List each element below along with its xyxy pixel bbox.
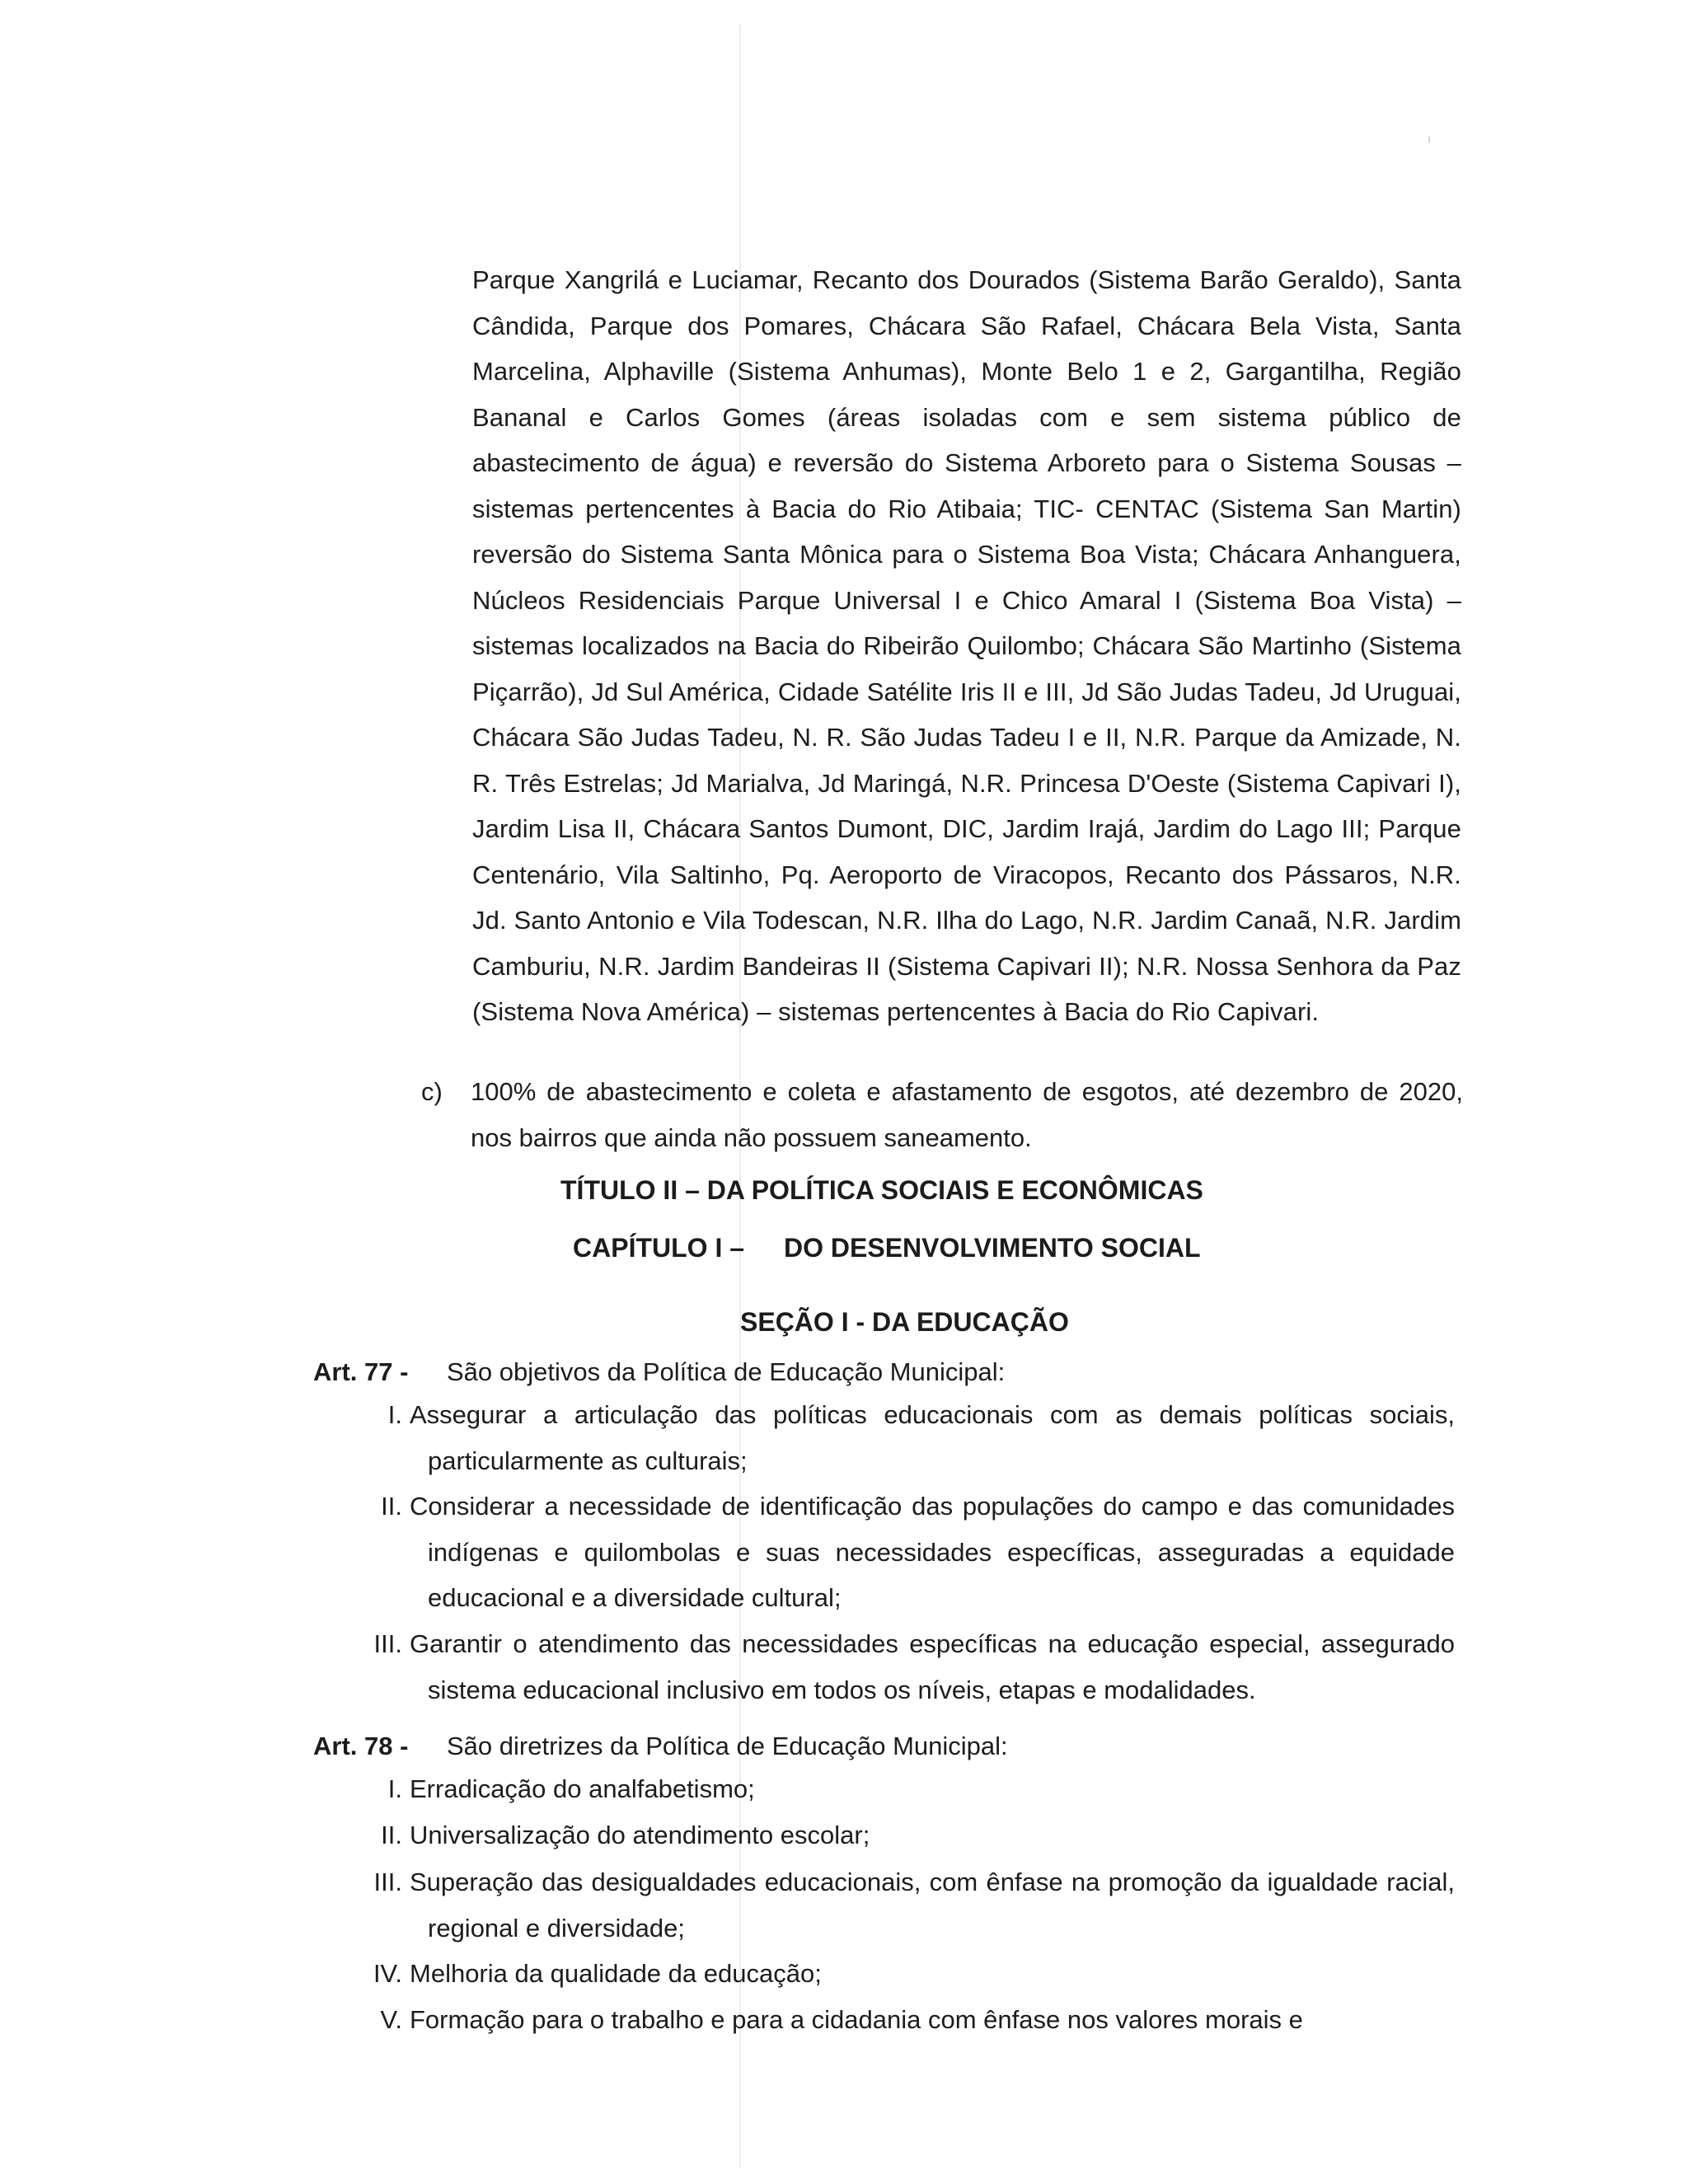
art-77-item-text: Assegurar a articulação das políticas educacionais com as demais políticas sociais, particularmente as culturais; bbox=[410, 1400, 1455, 1475]
capitulo-label: CAPÍTULO I – bbox=[573, 1233, 745, 1263]
capitulo-title: DO DESENVOLVIMENTO SOCIAL bbox=[784, 1233, 1201, 1263]
item-c-marker: c) bbox=[421, 1077, 443, 1106]
titulo-heading: TÍTULO II – DA POLÍTICA SOCIAIS E ECONÔMICAS bbox=[560, 1175, 1203, 1205]
art-78-item-text: Superação das desigualdades educacionais, com ênfase na promoção da igualdade racial, regional e diversidade; bbox=[410, 1868, 1455, 1943]
art-78-item-text: Universalização do atendimento escolar; bbox=[410, 1821, 870, 1849]
art-78-item-num: II. bbox=[381, 1821, 402, 1849]
secao-heading: SEÇÃO I - DA EDUCAÇÃO bbox=[740, 1307, 1069, 1337]
art-77-label: Art. 77 - bbox=[313, 1357, 409, 1386]
art-77-item-text: Garantir o atendimento das necessidades específicas na educação especial, assegurado sistema educacional inclusivo em todos os níveis, etapas e modalidades. bbox=[410, 1629, 1455, 1704]
art-78-label: Art. 78 - bbox=[313, 1732, 409, 1760]
art-77-item-num: III. bbox=[373, 1629, 402, 1658]
art-78-item-text: Formação para o trabalho e para a cidadania com ênfase nos valores morais e bbox=[410, 2005, 1303, 2034]
item-c-text: 100% de abastecimento e coleta e afastamento de esgotos, até dezembro de 2020, nos bairros que ainda não possuem saneamento. bbox=[471, 1077, 1463, 1152]
art-78-item-text: Erradicação do analfabetismo; bbox=[410, 1774, 755, 1803]
art-77-item-num: II. bbox=[381, 1492, 402, 1521]
art-78-item-num: IV. bbox=[373, 1959, 402, 1988]
art-78-item-num: III. bbox=[373, 1868, 402, 1896]
art-77-item-num: I. bbox=[387, 1400, 402, 1429]
continuation-paragraph: Parque Xangrilá e Luciamar, Recanto dos Dourados (Sistema Barão Geraldo), Santa Cândida, Parque dos Pomares, Chácara São Rafael, Chácara Bela Vista, Santa Marcelina, Alphaville (Sistema Anhumas), Monte Belo 1 e 2, Gargantilha, Região Bananal e Carlos Gomes (áreas isoladas com e sem sistema público de abastecimento de água) e reversão do Sistema Arboreto para o Sistema Sousas – sistemas pertencentes à Bacia do Rio Atibaia; TIC- CENTAC (Sistema San Martin) reversão do Sistema Santa Mônica para o Sistema Boa Vista; Chácara Anhanguera, Núcleos Residenciais Parque Universal I e Chico Amaral I (Sistema Boa Vista) – sistemas localizados na Bacia do Ribeirão Quilombo; Chácara São Martinho (Sistema Piçarrão), Jd Sul América, Cidade Satélite Iris II e III, Jd São Judas Tadeu, Jd Uruguai, Chácara São Judas Tadeu, N. R. São Judas Tadeu I e II, N.R. Parque da Amizade, N. R. Três Estrelas; Jd Marialva, Jd Maringá, N.R. Princesa D'Oeste (Sistema Capivari I), Jardim Lisa II, Chácara Santos Dumont, DIC, Jardim Irajá, Jardim do Lago III; Parque Centenário, Vila Saltinho, Pq. Aeroporto de Viracopos, Recanto dos Pássaros, N.R. Jd. Santo Antonio e Vila Todescan, N.R. Ilha do Lago, N.R. Jardim Canaã, N.R. Jardim Camburiu, N.R. Jardim Bandeiras II (Sistema Capivari II); N.R. Nossa Senhora da Paz (Sistema Nova América) – sistemas pertencentes à Bacia do Rio Capivari. bbox=[472, 265, 1461, 1026]
art-78-item-text: Melhoria da qualidade da educação; bbox=[410, 1959, 822, 1988]
art-78-item-num: I. bbox=[387, 1774, 402, 1803]
scan-speck bbox=[1428, 136, 1430, 143]
art-78-intro: São diretrizes da Política de Educação Municipal: bbox=[447, 1732, 1008, 1760]
art-77-intro: São objetivos da Política de Educação Municipal: bbox=[447, 1357, 1006, 1386]
capitulo-heading bbox=[573, 1231, 1201, 1264]
art-78-item-num: V. bbox=[380, 2005, 402, 2034]
art-77-item-text: Considerar a necessidade de identificação das populações do campo e das comunidades indígenas e quilombolas e suas necessidades específicas, asseguradas a equidade educacional e a diversidade cultural; bbox=[410, 1492, 1455, 1612]
